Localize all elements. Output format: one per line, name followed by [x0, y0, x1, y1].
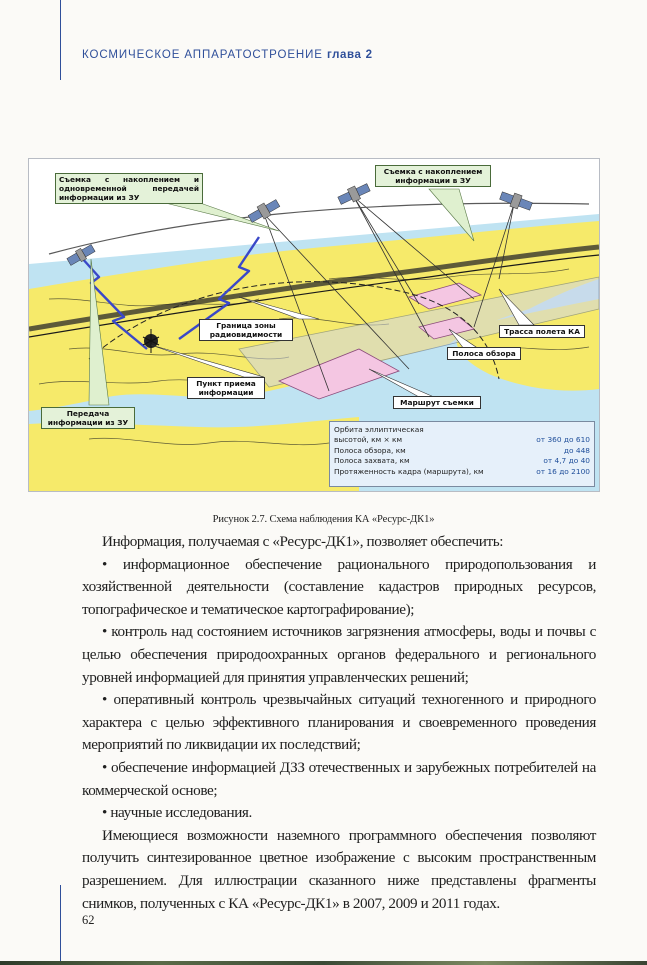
bullet-item: • обеспечение информацией ДЗЗ отечественных и зарубежных потребителей на коммерческой основе; [82, 758, 596, 799]
callout-accumulation-to-memory: Съемка с накоплением информации в ЗУ [375, 165, 491, 187]
closing-paragraph: Имеющиеся возможности наземного программного обеспечения позволяют получить синтезированное цветное изображение с высоким пространственным разрешением. Для иллюстрации сказанного ниже представлены фрагменты снимков, полученных с КА «Ресурс-ДК1» в 2007, 2009 и 2011 годах. [82, 826, 596, 912]
observation-scheme-figure [28, 158, 600, 492]
legend-label: Полоса обзора, км [334, 445, 406, 455]
bullet-item: • оперативный контроль чрезвычайных ситуаций техногенного и природного характера с целью эффективного планирования и своевременного проведения мероприятий по ликвидации их последствий; [82, 691, 596, 754]
callout-reception-point: Пункт приема информации [187, 377, 265, 399]
legend-label: высотой, км × км [334, 435, 403, 445]
body-text [82, 531, 596, 915]
legend-title: Орбита эллиптическая [334, 425, 424, 434]
photo-strip [0, 961, 647, 965]
legend-row [334, 456, 590, 466]
margin-rule-top [60, 0, 61, 80]
intro-paragraph: Информация, получаемая с «Ресурс-ДК1», позволяет обеспечить: [102, 533, 504, 550]
callout-accumulation-and-transfer: Съемка с накоплением и одновременной передачей информации из ЗУ [55, 173, 203, 204]
legend-row [334, 467, 590, 477]
legend-label: Полоса захвата, км [334, 456, 410, 466]
legend-value: от 360 до 610 [536, 435, 590, 445]
legend-row [334, 435, 590, 445]
margin-rule-bottom [60, 885, 61, 965]
callout-transfer-from-memory: Передача информации из ЗУ [41, 407, 135, 429]
bullet-item: • информационное обеспечение рационального природопользования и хозяйственной деятельности (составление кадастров природных ресурсов, топографическое и тематическое картографирование); [82, 555, 596, 618]
bullet-item: • научные исследования. [102, 804, 252, 822]
callout-survey-strip: Полоса обзора [447, 347, 521, 360]
legend-label: Протяженность кадра (маршрута), км [334, 466, 484, 476]
running-head [82, 49, 373, 61]
legend-value: до 448 [563, 445, 590, 455]
legend-row [334, 446, 590, 456]
running-title: КОСМИЧЕСКОЕ АППАРАТОСТРОЕНИЕ [82, 49, 323, 61]
chapter-number: 2 [365, 49, 373, 61]
chapter-word: глава [326, 49, 362, 61]
page-number: 62 [82, 913, 95, 927]
legend-value: от 16 до 2100 [536, 466, 590, 476]
orbit-parameters-legend [329, 421, 595, 487]
figure-caption: Рисунок 2.7. Схема наблюдения КА «Ресурс-ДК1» [212, 514, 435, 525]
callout-survey-route: Маршрут съемки [393, 396, 481, 409]
legend-value: от 4,7 до 40 [543, 456, 590, 466]
bullet-item: • контроль над состоянием источников загрязнения атмосферы, воды и почвы с целью обеспечения природоохранных органов федерального и регионального уровней информацией для принятия управленческих решений; [82, 623, 596, 686]
callout-radio-visibility-boundary: Граница зоны радиовидимости [199, 319, 293, 341]
callout-ka-flight-track: Трасса полета КА [499, 325, 585, 338]
